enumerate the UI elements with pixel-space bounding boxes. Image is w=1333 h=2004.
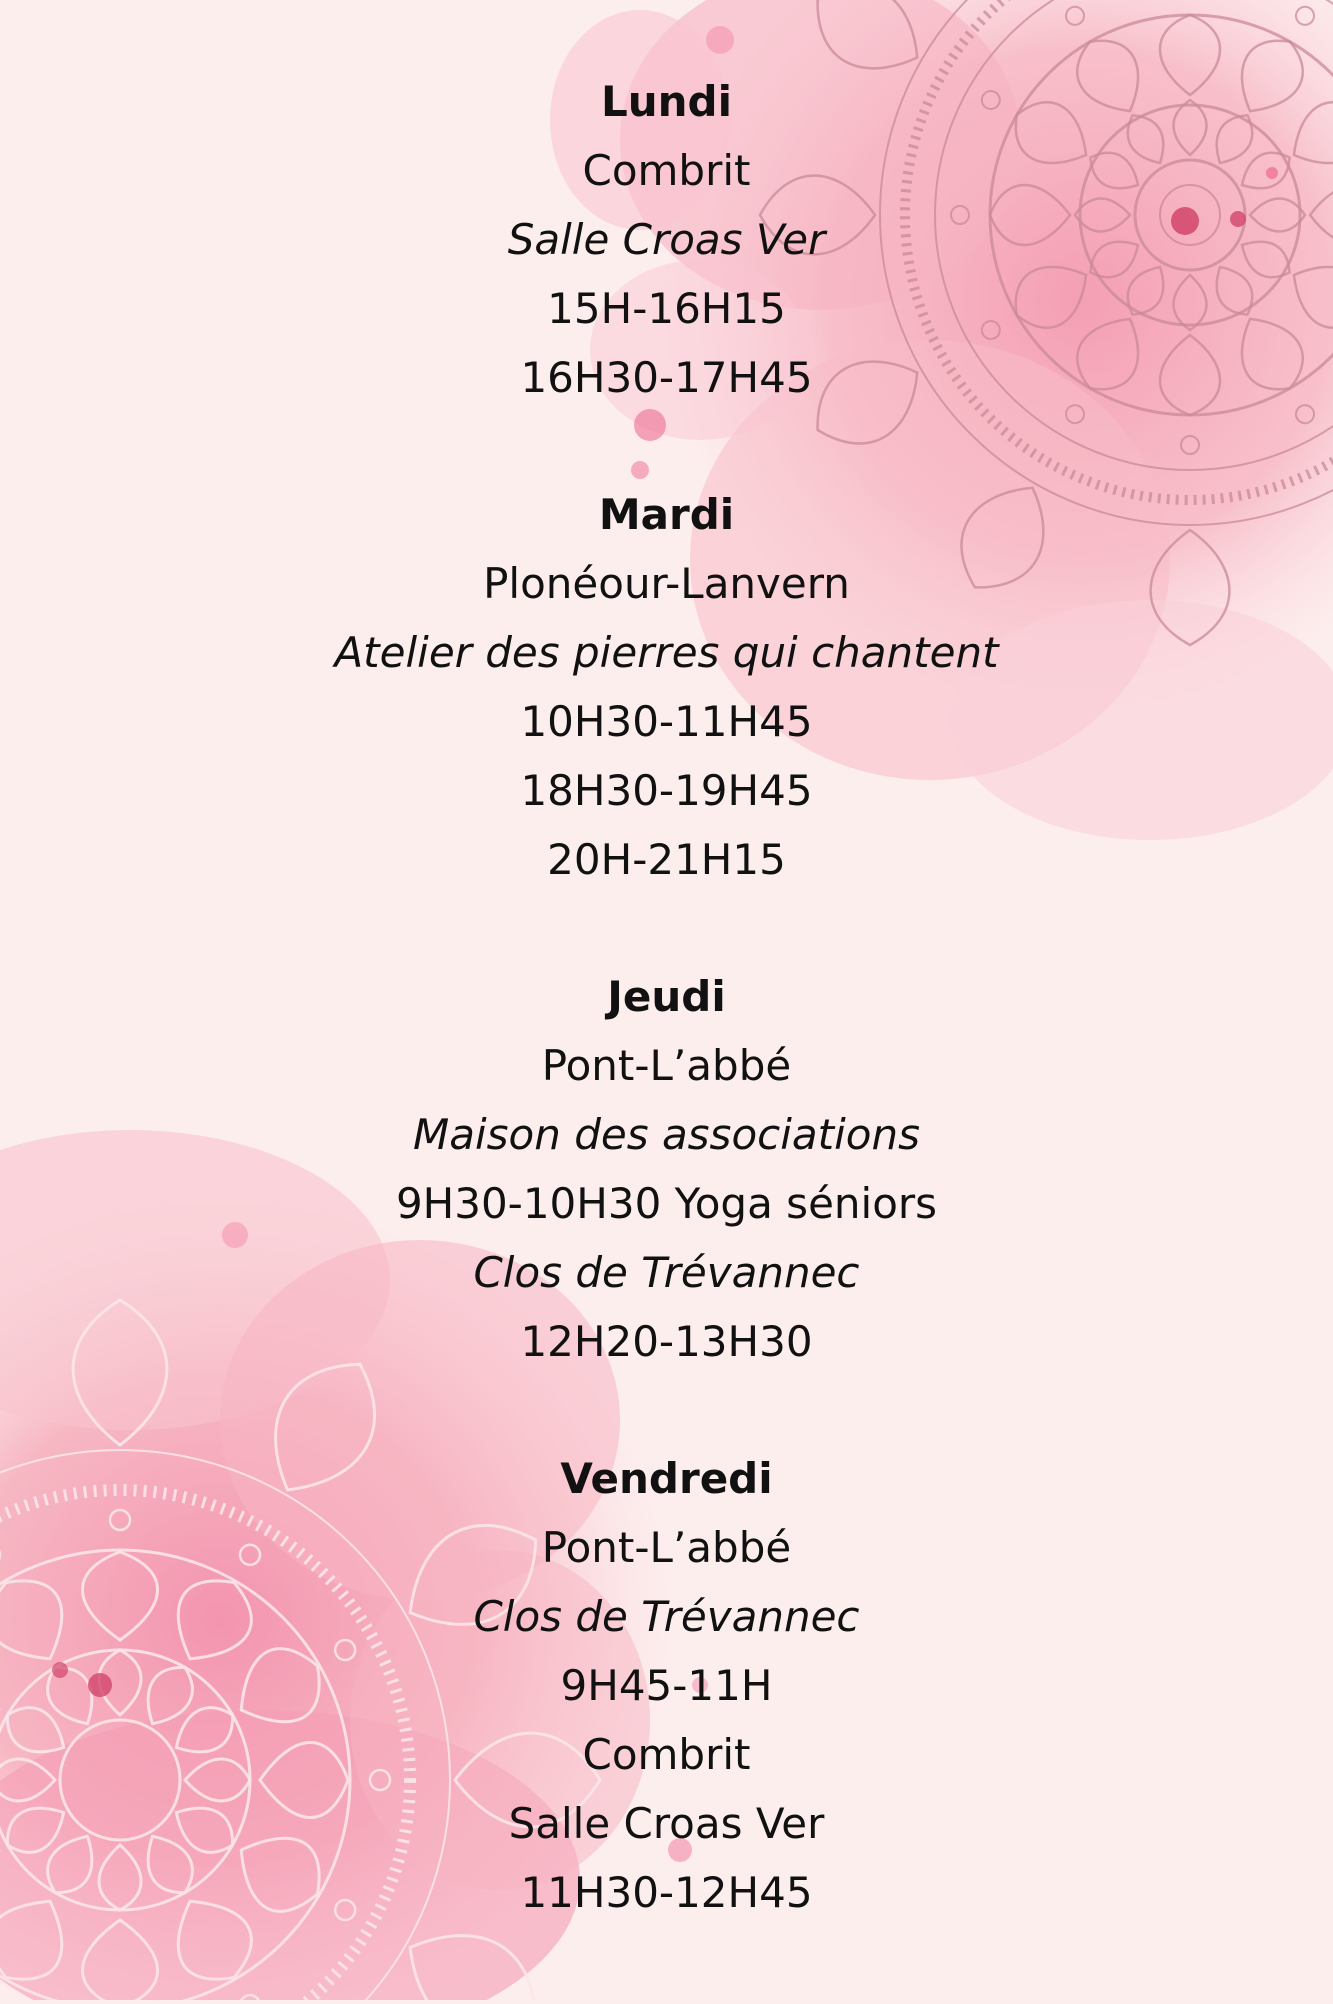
senior-session: 9H30-10H30 Yoga séniors [395,1179,938,1228]
day-block-mardi [0,412,1333,894]
time-slot: 12H20-13H30 [520,1317,813,1366]
day-title: Jeudi [607,972,726,1021]
venue-name: Clos de Trévannec [473,1248,860,1297]
day-title: Mardi [598,490,735,539]
venue-name: Clos de Trévannec [473,1592,860,1641]
day-block-jeudi [0,894,1333,1376]
town-name: Combrit [582,1730,751,1779]
time-slot: 9H45-11H [560,1661,773,1710]
town-name: Pont-L’abbé [541,1041,792,1090]
time-slot: 11H30-12H45 [520,1868,813,1917]
town-name: Plonéour-Lanvern [483,559,850,608]
day-title: Lundi [600,77,733,126]
time-slot: 10H30-11H45 [520,697,813,746]
town-name: Combrit [582,146,751,195]
time-slot: 15H-16H15 [547,284,786,333]
venue-name: Atelier des pierres qui chantent [334,628,999,677]
time-slot: 20H-21H15 [547,835,786,884]
venue-name: Maison des associations [413,1110,920,1159]
venue-name: Salle Croas Ver [508,1799,825,1848]
day-block-vendredi [0,1376,1333,1927]
town-name: Pont-L’abbé [541,1523,792,1572]
venue-name: Salle Croas Ver [507,215,826,264]
time-slot: 16H30-17H45 [520,353,813,402]
day-block-lundi [0,0,1333,412]
day-title: Vendredi [560,1454,773,1503]
time-slot: 18H30-19H45 [520,766,813,815]
